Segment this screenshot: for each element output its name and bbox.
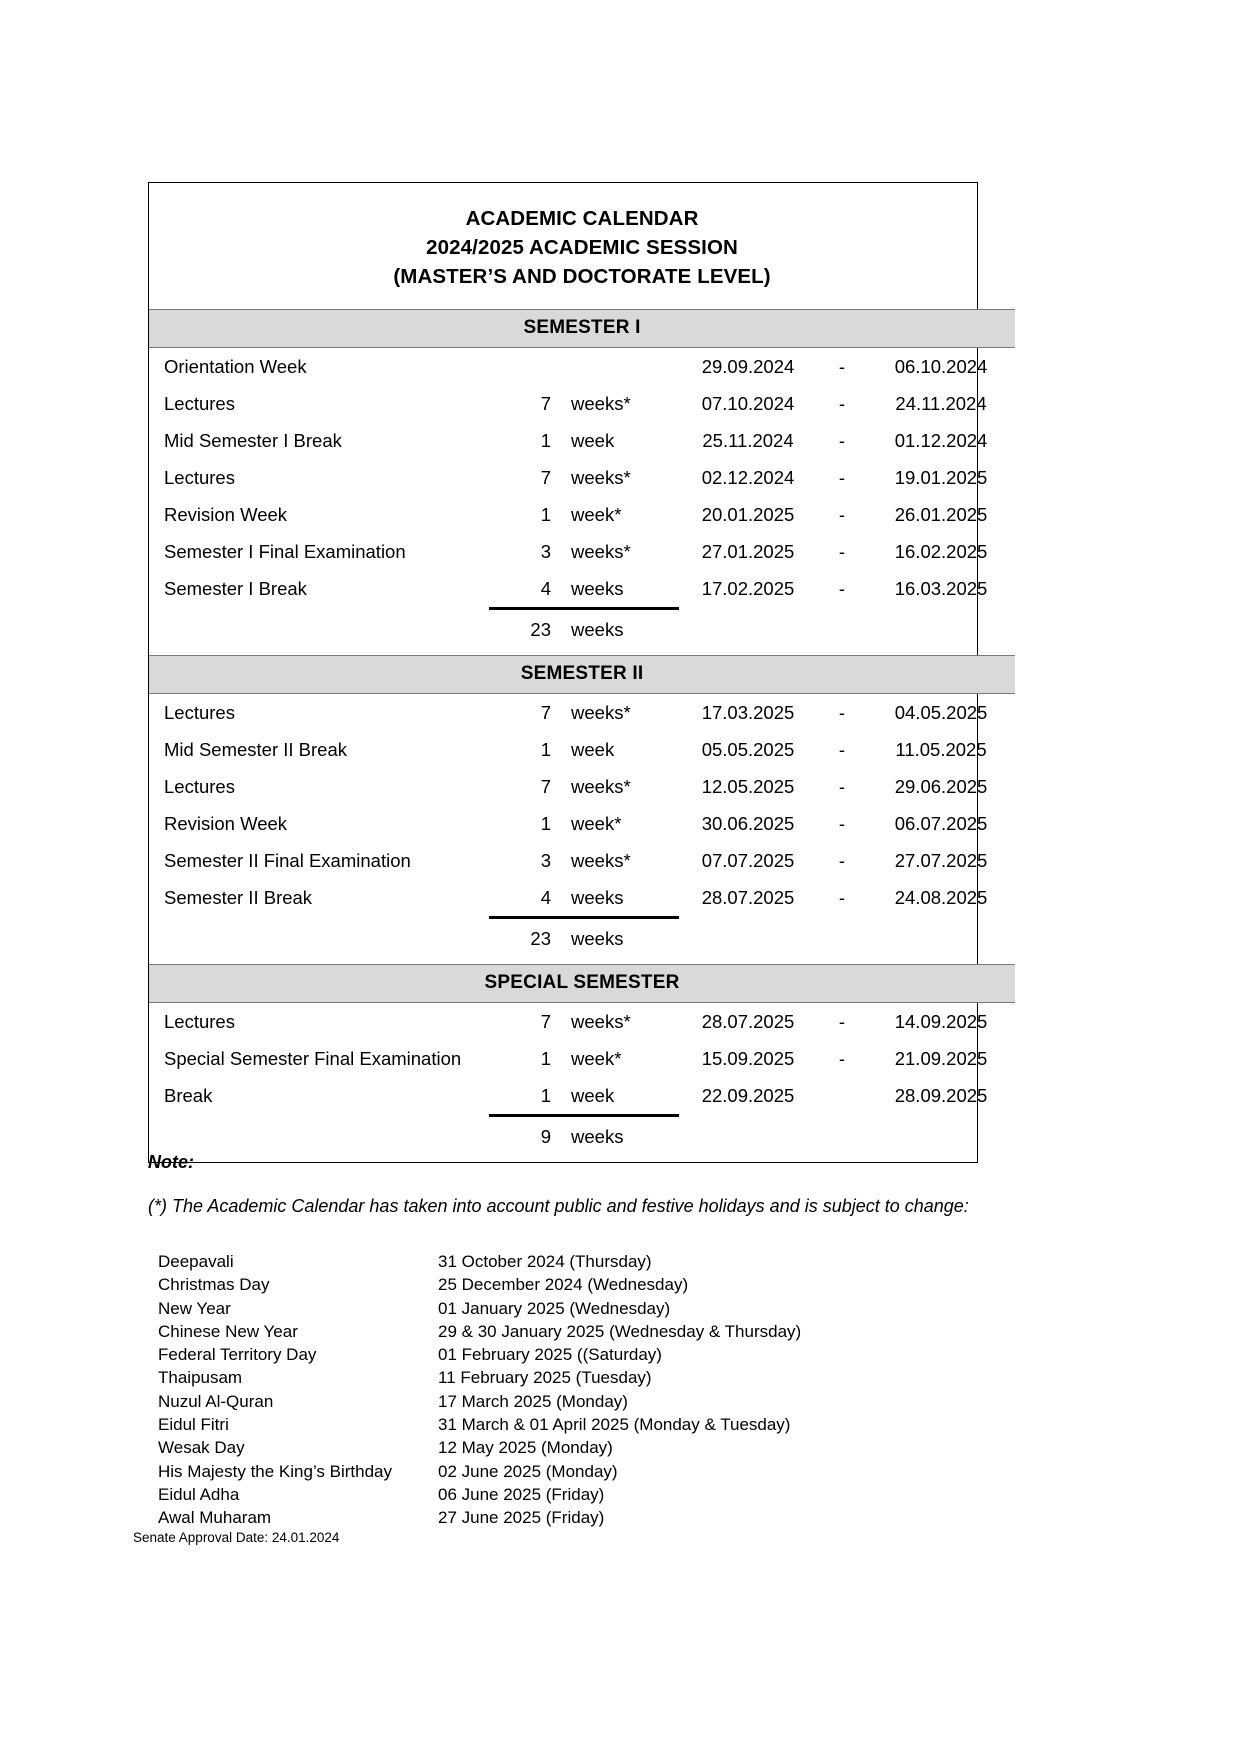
weeks-unit-cell: weeks [561, 879, 679, 918]
total-empty-cell [817, 918, 867, 961]
end-date-cell: 04.05.2025 [894, 701, 988, 723]
weeks-count-cell: 1 [540, 503, 551, 525]
holiday-list [158, 1250, 958, 1530]
holiday-date: 06 June 2025 (Friday) [438, 1484, 605, 1504]
date-separator: - [838, 355, 846, 377]
holiday-item [158, 1483, 958, 1506]
table-row [149, 694, 1015, 732]
weeks-count-cell: 7 [540, 701, 551, 723]
weeks-count-cell: 7 [540, 466, 551, 488]
table-row [149, 879, 1015, 918]
date-separator: - [838, 466, 846, 488]
activity-cell: Lectures [164, 392, 235, 414]
start-date-cell: 17.03.2025 [701, 701, 795, 723]
weeks-count-cell: 1 [489, 1077, 561, 1116]
weeks-unit-cell: week* [571, 1047, 622, 1069]
date-separator: - [838, 540, 846, 562]
end-date-cell: 06.10.2024 [894, 355, 988, 377]
weeks-count-cell: 4 [489, 879, 561, 918]
holiday-date: 29 & 30 January 2025 (Wednesday & Thursday) [438, 1321, 802, 1341]
table-row [149, 1003, 1015, 1041]
weeks-unit-cell: weeks* [571, 1010, 631, 1032]
activity-cell: Lectures [164, 1010, 235, 1032]
activity-cell: Lectures [164, 701, 235, 723]
start-date-cell: 27.01.2025 [701, 540, 795, 562]
activity-cell: Semester I Final Examination [164, 540, 406, 562]
date-separator: - [838, 429, 846, 451]
end-date-cell: 28.09.2025 [894, 1085, 988, 1107]
weeks-count-cell: 7 [540, 775, 551, 797]
activity-cell: Revision Week [164, 812, 288, 834]
date-separator: - [838, 701, 846, 723]
start-date-cell: 30.06.2025 [701, 812, 795, 834]
weeks-unit-cell: week [561, 1077, 679, 1116]
holiday-date: 25 December 2024 (Wednesday) [438, 1275, 689, 1295]
start-date-cell: 07.07.2025 [701, 849, 795, 871]
activity-cell: Orientation Week [164, 355, 307, 377]
weeks-unit-cell: weeks* [571, 849, 631, 871]
weeks-unit-cell: week [571, 738, 615, 760]
activity-cell: Revision Week [164, 503, 288, 525]
weeks-count-cell: 1 [540, 812, 551, 834]
date-separator: - [838, 812, 846, 834]
activity-cell: Semester II Final Examination [164, 849, 411, 871]
table-row [149, 459, 1015, 496]
total-empty-cell [679, 609, 817, 652]
activity-cell: Break [164, 1085, 213, 1107]
table-row [149, 1040, 1015, 1077]
total-empty-cell [867, 918, 1015, 961]
weeks-unit-cell: weeks* [571, 775, 631, 797]
end-date-cell: 06.07.2025 [894, 812, 988, 834]
weeks-unit-cell: weeks* [571, 392, 631, 414]
section-header-1: SEMESTER I [149, 310, 1015, 348]
holiday-item [158, 1250, 958, 1273]
holiday-item [158, 1343, 958, 1366]
activity-cell: Special Semester Final Examination [164, 1047, 462, 1069]
activity-cell: Mid Semester II Break [164, 738, 348, 760]
total-weeks-unit: weeks [571, 928, 624, 949]
section-header-row [149, 310, 1015, 348]
start-date-cell: 29.09.2024 [701, 355, 795, 377]
total-empty-cell [817, 609, 867, 652]
holiday-date: 01 January 2025 (Wednesday) [438, 1298, 671, 1318]
date-separator: - [838, 775, 846, 797]
weeks-count-cell: 7 [540, 392, 551, 414]
end-date-cell: 11.05.2025 [895, 738, 987, 760]
table-row [149, 496, 1015, 533]
holiday-item [158, 1436, 958, 1459]
end-date-cell: 27.07.2025 [894, 849, 988, 871]
holiday-date: 12 May 2025 (Monday) [438, 1438, 613, 1458]
weeks-unit-cell: weeks [561, 570, 679, 609]
section-total-row [149, 609, 1015, 652]
row-spacer-cell [149, 1158, 1015, 1162]
activity-cell: Lectures [164, 466, 235, 488]
total-weeks-count: 23 [530, 619, 551, 640]
activity-cell: Semester II Break [164, 887, 313, 909]
section-header-2: SEMESTER II [149, 656, 1015, 694]
section-total-row [149, 918, 1015, 961]
table-row [149, 731, 1015, 768]
activity-cell: Lectures [164, 775, 235, 797]
start-date-cell: 20.01.2025 [701, 503, 795, 525]
start-date-cell: 07.10.2024 [701, 392, 795, 414]
total-empty-cell [679, 1116, 817, 1159]
holiday-date: 02 June 2025 (Monday) [438, 1461, 618, 1481]
weeks-count-cell: 7 [540, 1010, 551, 1032]
total-spacer [149, 1116, 489, 1159]
holiday-name: Wesak Day [158, 1438, 245, 1458]
row-spacer [149, 1158, 1015, 1162]
holiday-name: Chinese New Year [158, 1321, 298, 1341]
title-line: ACADEMIC CALENDAR [465, 207, 699, 230]
total-weeks-count: 9 [540, 1126, 551, 1147]
date-separator: - [838, 887, 846, 909]
table-row [149, 385, 1015, 422]
table-row [149, 1077, 1015, 1116]
end-date-cell: 21.09.2025 [894, 1047, 988, 1069]
date-separator: - [838, 503, 846, 525]
table-row [149, 422, 1015, 459]
start-date-cell: 28.07.2025 [701, 1010, 795, 1032]
total-empty-cell [867, 1116, 1015, 1159]
weeks-unit-cell: week* [571, 503, 622, 525]
total-weeks-unit: weeks [571, 1126, 624, 1147]
holiday-name: Federal Territory Day [158, 1345, 317, 1365]
title-line: 2024/2025 ACADEMIC SESSION [426, 236, 738, 259]
holiday-item [158, 1273, 958, 1296]
total-empty-cell [867, 609, 1015, 652]
date-separator: - [838, 849, 846, 871]
holiday-name: New Year [158, 1298, 231, 1318]
section-header-row [149, 965, 1015, 1003]
start-date-cell: 05.05.2025 [701, 738, 795, 760]
end-date-cell: 16.02.2025 [894, 540, 988, 562]
end-date-cell: 24.11.2024 [895, 392, 987, 414]
total-empty-cell [679, 918, 817, 961]
weeks-unit-cell [561, 348, 679, 386]
holiday-date: 31 October 2024 (Thursday) [438, 1252, 652, 1271]
holiday-name: Eidul Adha [158, 1484, 240, 1504]
section-header-row [149, 656, 1015, 694]
date-separator [817, 1077, 867, 1116]
weeks-count-cell: 1 [540, 1047, 551, 1069]
weeks-count-cell: 4 [489, 570, 561, 609]
holiday-name: Deepavali [158, 1252, 234, 1271]
page-title [149, 183, 1015, 310]
holiday-item [158, 1460, 958, 1483]
end-date-cell: 16.03.2025 [894, 578, 988, 600]
end-date-cell: 01.12.2024 [894, 429, 988, 451]
weeks-unit-cell: week [571, 429, 615, 451]
end-date-cell: 24.08.2025 [894, 887, 988, 909]
holiday-name: Thaipusam [158, 1368, 243, 1388]
holiday-name: Christmas Day [158, 1275, 270, 1295]
total-empty-cell [817, 1116, 867, 1159]
end-date-cell: 26.01.2025 [894, 503, 988, 525]
holiday-item [158, 1390, 958, 1413]
end-date-cell: 14.09.2025 [894, 1010, 988, 1032]
table-row [149, 805, 1015, 842]
holiday-name: His Majesty the King’s Birthday [158, 1461, 393, 1481]
weeks-unit-cell: weeks* [571, 540, 631, 562]
holiday-name: Awal Muharam [158, 1508, 272, 1528]
holiday-date: 01 February 2025 ((Saturday) [438, 1345, 662, 1365]
table-row [149, 768, 1015, 805]
holiday-item [158, 1297, 958, 1320]
holiday-item [158, 1506, 958, 1529]
table-row [149, 570, 1015, 609]
holiday-date: 17 March 2025 (Monday) [438, 1391, 628, 1411]
holiday-item [158, 1320, 958, 1343]
holiday-name: Nuzul Al-Quran [158, 1391, 274, 1411]
weeks-unit-cell: weeks* [571, 466, 631, 488]
date-separator: - [838, 578, 846, 600]
start-date-cell: 22.09.2025 [701, 1085, 795, 1107]
total-spacer [149, 609, 489, 652]
activity-cell: Semester I Break [164, 578, 307, 600]
asterisk-note: (*) The Academic Calendar has taken into account public and festive holidays and is subject to change: [148, 1196, 969, 1216]
holiday-date: 27 June 2025 (Friday) [438, 1508, 605, 1528]
end-date-cell: 19.01.2025 [894, 466, 988, 488]
date-separator: - [838, 738, 846, 760]
total-spacer [149, 918, 489, 961]
start-date-cell: 25.11.2024 [702, 429, 794, 451]
title-line: (MASTER’S AND DOCTORATE LEVEL) [393, 265, 771, 288]
table-row [149, 533, 1015, 570]
weeks-unit-cell: week* [571, 812, 622, 834]
weeks-count-cell [489, 348, 561, 386]
start-date-cell: 15.09.2025 [701, 1047, 795, 1069]
table-row [149, 348, 1015, 386]
start-date-cell: 28.07.2025 [701, 887, 795, 909]
date-separator: - [838, 1010, 846, 1032]
academic-calendar-table [148, 182, 988, 1163]
weeks-count-cell: 1 [540, 429, 551, 451]
weeks-count-cell: 3 [540, 540, 551, 562]
holiday-date: 31 March & 01 April 2025 (Monday & Tuesday) [438, 1415, 791, 1435]
note-heading: Note: [148, 1152, 194, 1172]
start-date-cell: 12.05.2025 [701, 775, 795, 797]
date-separator: - [838, 392, 846, 414]
table-row [149, 842, 1015, 879]
calendar-grid [149, 183, 1015, 1162]
section-total-row [149, 1116, 1015, 1159]
total-weeks-count: 23 [530, 928, 551, 949]
weeks-unit-cell: weeks* [571, 701, 631, 723]
holiday-item [158, 1413, 958, 1436]
holiday-name: Eidul Fitri [158, 1415, 229, 1435]
activity-cell: Mid Semester I Break [164, 429, 342, 451]
total-weeks-unit: weeks [571, 619, 624, 640]
section-header-3: SPECIAL SEMESTER [149, 965, 1015, 1003]
senate-approval-note: Senate Approval Date: 24.01.2024 [133, 1530, 340, 1545]
title-row [149, 183, 1015, 310]
holiday-date: 11 February 2025 (Tuesday) [438, 1368, 652, 1388]
weeks-count-cell: 1 [540, 738, 551, 760]
holiday-item [158, 1366, 958, 1389]
start-date-cell: 17.02.2025 [701, 578, 795, 600]
weeks-count-cell: 3 [540, 849, 551, 871]
start-date-cell: 02.12.2024 [701, 466, 795, 488]
date-separator: - [838, 1047, 846, 1069]
end-date-cell: 29.06.2025 [894, 775, 988, 797]
